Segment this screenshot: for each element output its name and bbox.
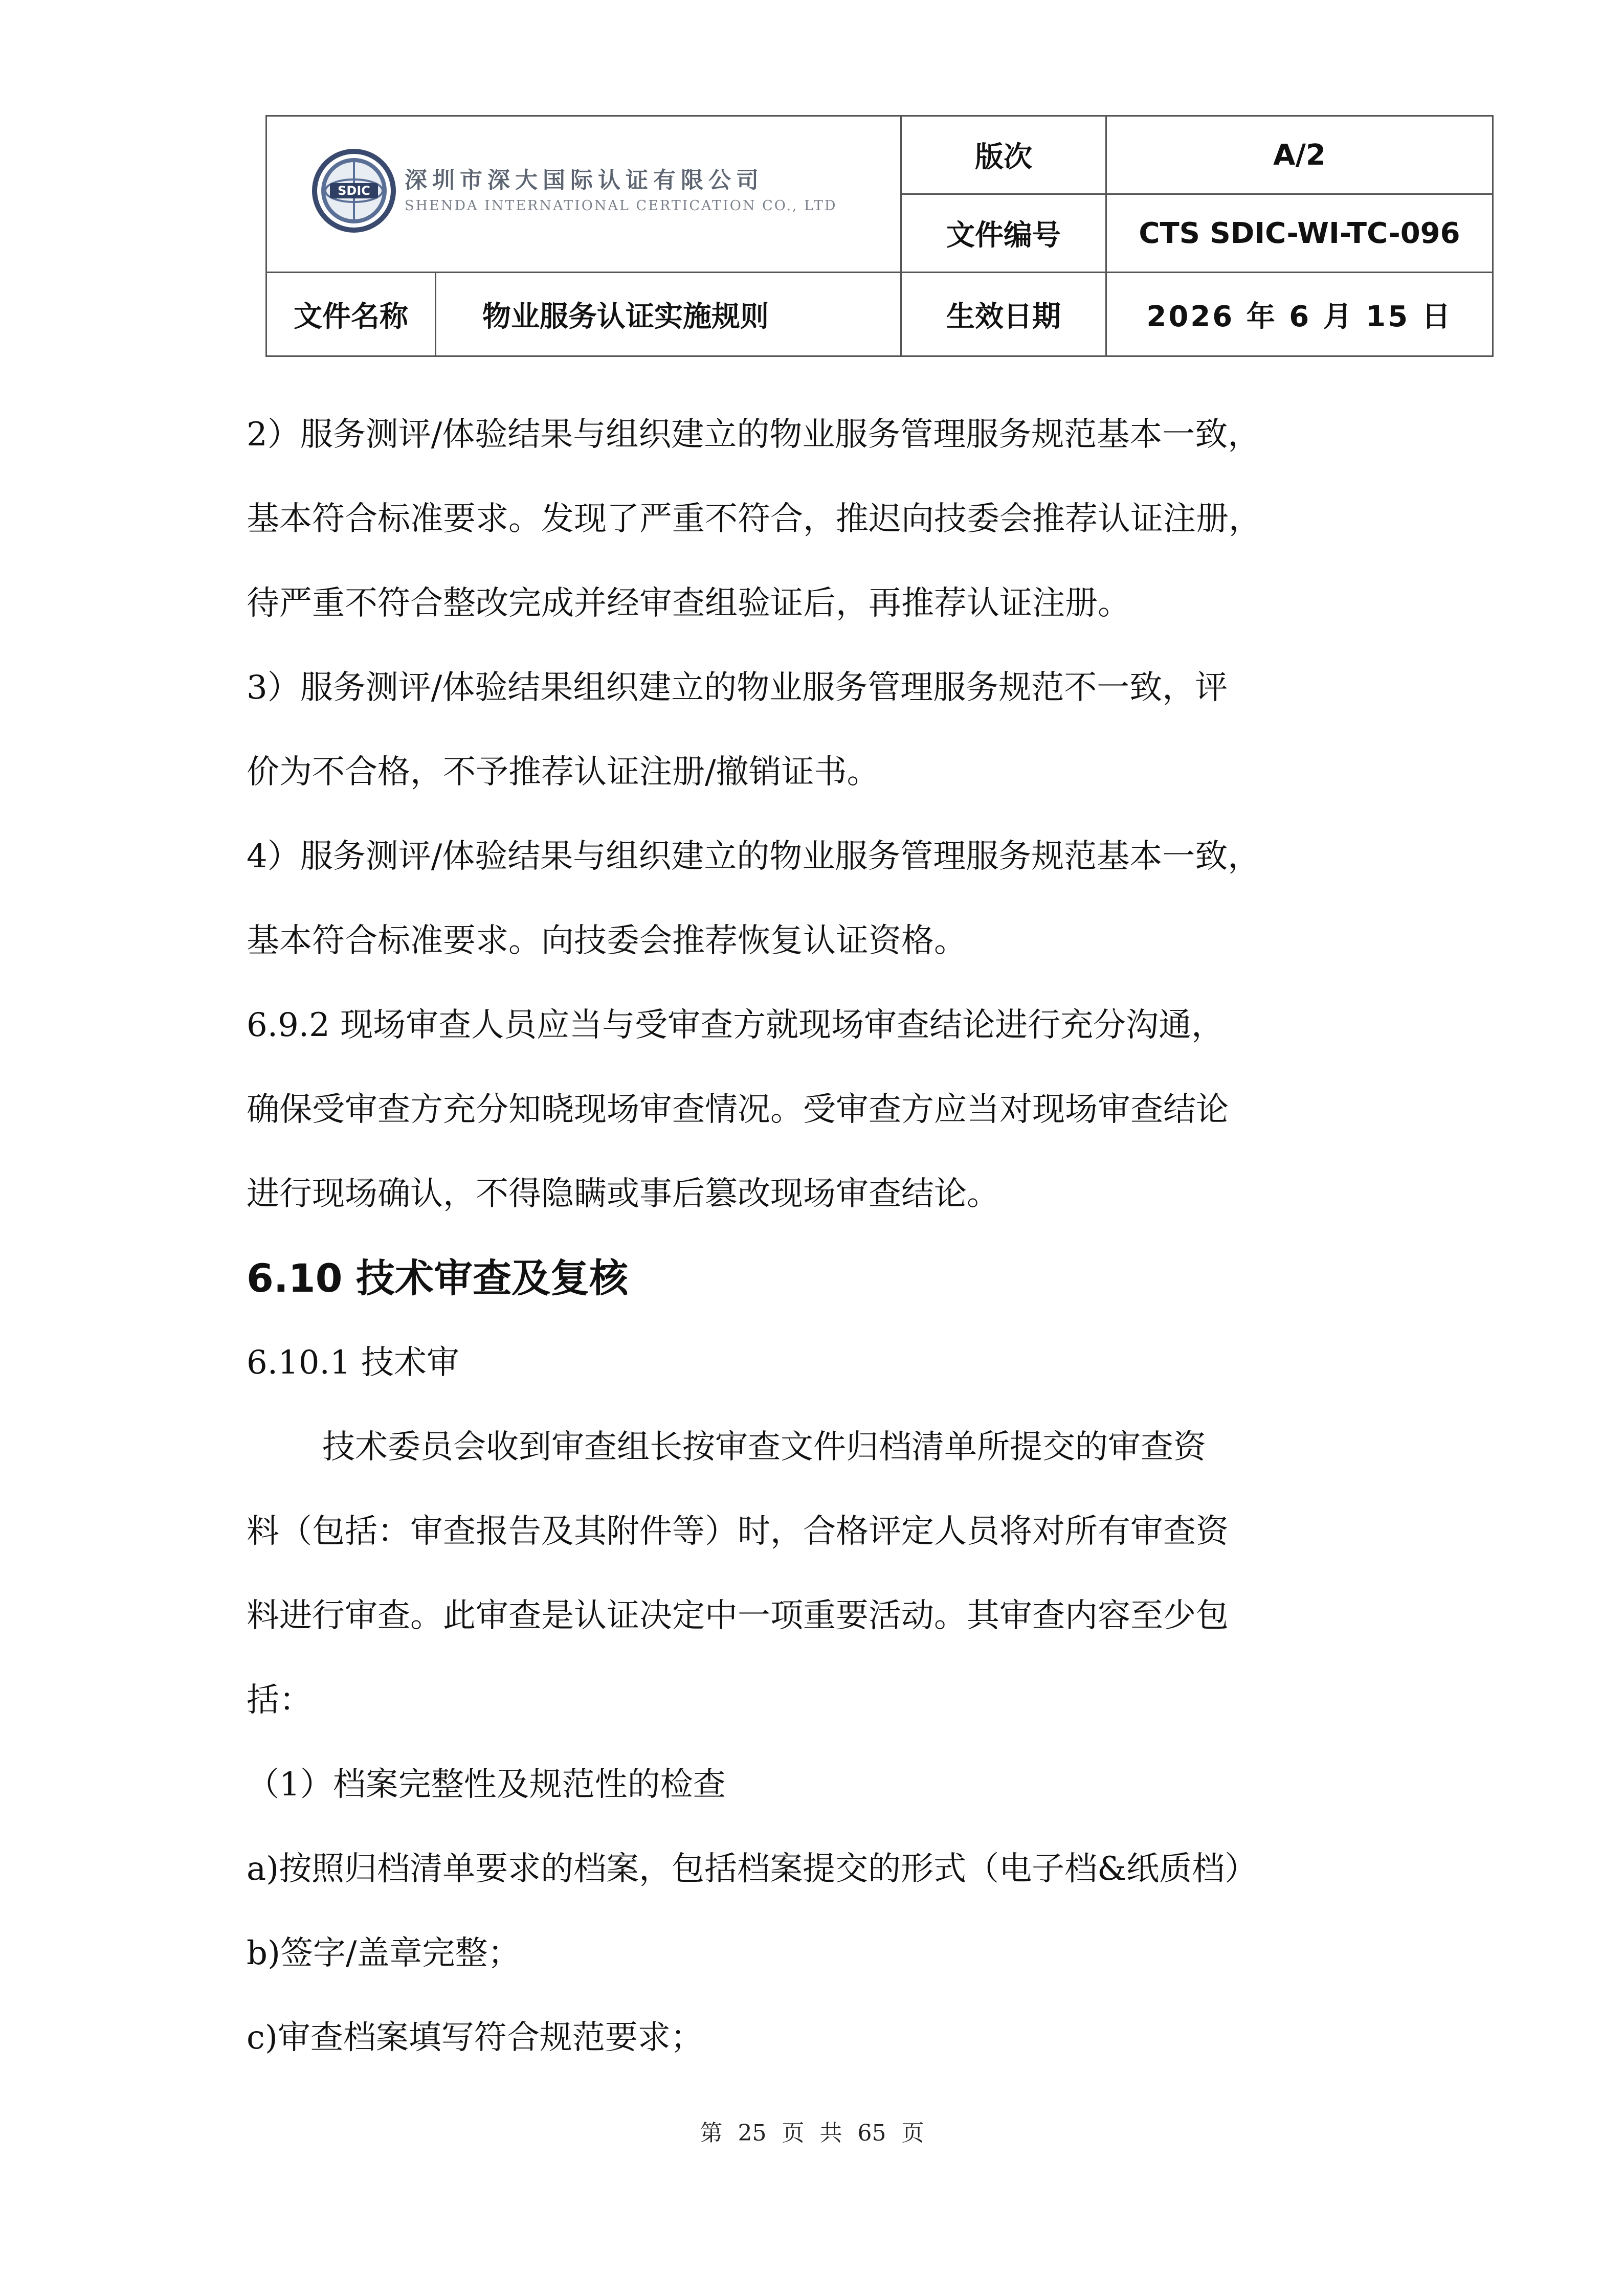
effective-date-label: 生效日期 (901, 273, 1106, 356)
company-logo (310, 147, 837, 234)
body-line: 料进行审查。此审查是认证决定中一项重要活动。其审查内容至少包 (247, 1597, 1229, 1635)
company-name-en: SHENDA INTERNATIONAL CERTICATION CO., LTD (405, 198, 837, 214)
body-line: 3）服务测评/体验结果组织建立的物业服务管理服务规范不一致，评 (247, 669, 1228, 707)
body-line: 确保受审查方充分知晓现场审查情况。受审查方应当对现场审查结论 (247, 1091, 1229, 1129)
document-name-value: 物业服务认证实施规则 (436, 273, 901, 356)
sdic-seal-icon (310, 147, 397, 234)
body-line: 括： (247, 1681, 312, 1719)
document-name-label: 文件名称 (266, 273, 436, 356)
list-item: a)按照归档清单要求的档案，包括档案提交的形式（电子档&纸质档） (247, 1850, 1258, 1888)
body-line: 4）服务测评/体验结果与组织建立的物业服务管理服务规范基本一致， (247, 838, 1261, 875)
document-number-label: 文件编号 (901, 194, 1106, 273)
company-logo-cell (266, 116, 901, 273)
body-line: 基本符合标准要求。发现了严重不符合，推迟向技委会推荐认证注册， (247, 500, 1261, 538)
version-value: A/2 (1106, 116, 1493, 194)
list-item: c)审查档案填写符合规范要求； (247, 2019, 703, 2057)
body-line: 进行现场确认，不得隐瞒或事后篡改现场审查结论。 (247, 1175, 999, 1213)
body-line: 技术委员会收到审查组长按审查文件归档清单所提交的审查资 (322, 1428, 1206, 1466)
list-item: b)签字/盖章完整； (247, 1934, 521, 1972)
section-heading: 6.10 技术审查及复核 (247, 1255, 628, 1301)
company-name-cn: 深圳市深大国际认证有限公司 (405, 167, 764, 193)
document-number-value: CTS SDIC-WI-TC-096 (1106, 194, 1493, 273)
body-line: 2）服务测评/体验结果与组织建立的物业服务管理服务规范基本一致， (247, 416, 1261, 454)
body-line: 基本符合标准要求。向技委会推荐恢复认证资格。 (247, 922, 967, 960)
document-header-table (265, 115, 1494, 357)
clause-6-9-2: 6.9.2 现场审查人员应当与受审查方就现场审查结论进行充分沟通， (247, 1006, 1225, 1044)
body-line: 价为不合格，不予推荐认证注册/撤销证书。 (247, 753, 880, 791)
body-line: 待严重不符合整改完成并经审查组验证后，再推荐认证注册。 (247, 584, 1130, 622)
subsection-heading: 6.10.1 技术审 (247, 1344, 459, 1382)
page-number: 第 25 页 共 65 页 (700, 2120, 924, 2146)
version-label: 版次 (901, 116, 1106, 194)
effective-date-value: 2026 年 6 月 15 日 (1106, 273, 1493, 356)
svg-text:SDIC: SDIC (338, 184, 370, 198)
body-line: 料（包括：审查报告及其附件等）时，合格评定人员将对所有审查资 (247, 1513, 1229, 1550)
list-heading: （1）档案完整性及规范性的检查 (247, 1766, 726, 1804)
